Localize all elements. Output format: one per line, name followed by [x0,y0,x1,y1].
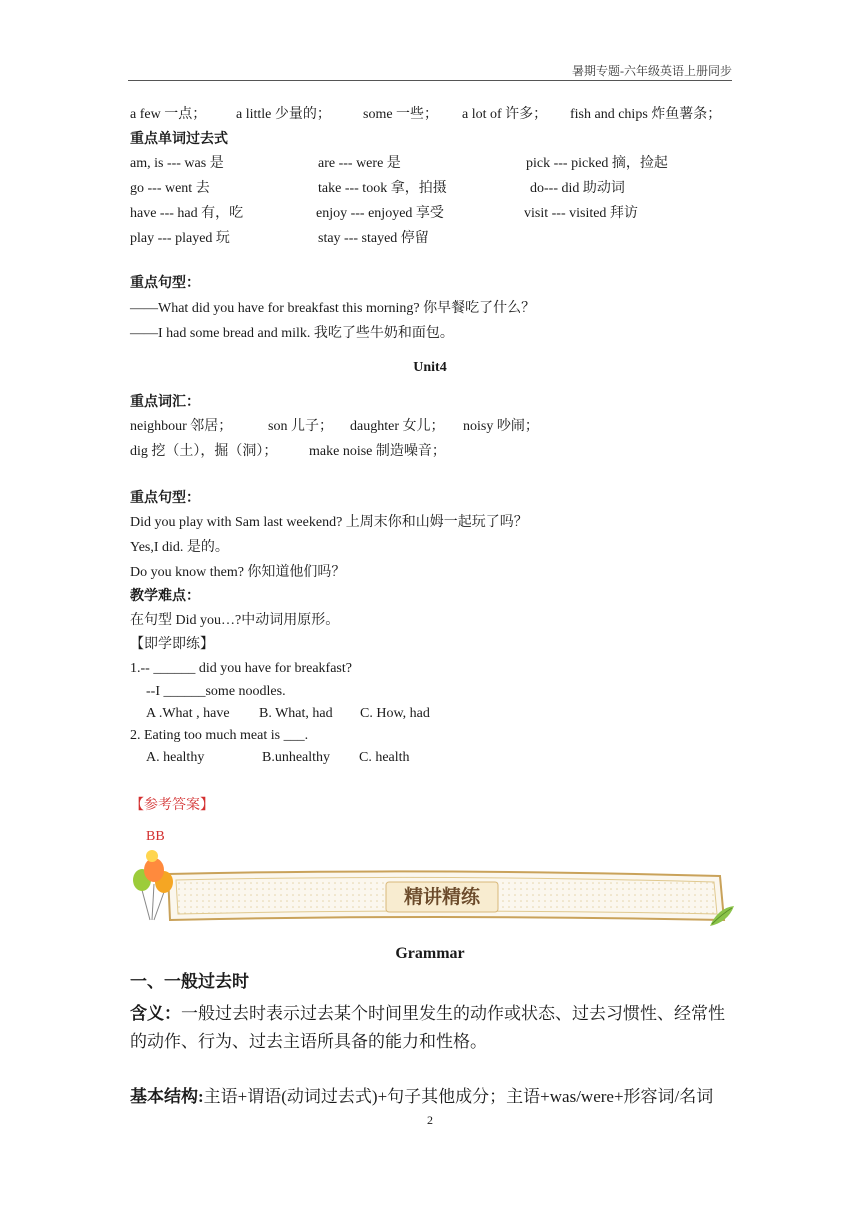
past-tense-cell: enjoy --- enjoyed 享受 [316,206,444,221]
past-tense-cell: take --- took 拿，拍摄 [318,181,447,196]
question-text: 2. Eating too much meat is ___. [130,728,309,743]
past-tense-cell: have --- had 有，吃 [130,206,244,221]
question-option: C. health [359,750,410,765]
question-option: A .What , have [146,706,230,721]
answer-heading: 【参考答案】 [130,798,214,813]
vocab-item: son 儿子； [268,419,333,434]
sentence-heading: 重点句型： [130,491,200,506]
page-number: 2 [427,1113,433,1127]
meaning-paragraph [130,1000,732,1056]
sentence-line: Do you know them? 你知道他们吗？ [130,565,346,580]
sentence-line: ——What did you have for breakfast this morning? 你早餐吃了什么？ [130,301,536,316]
structure-label: 基本结构: [130,1087,204,1106]
structure-text: 主语+谓语(动词过去式)+句子其他成分；主语+was/were+形容词/名词 [203,1087,714,1106]
vocab-item: daughter 女儿； [350,419,445,434]
vocab-item: make noise 制造噪音； [309,444,446,459]
sentence-line: ——I had some bread and milk. 我吃了些牛奶和面包。 [130,326,454,341]
section-banner [128,850,738,930]
question-option: C. How, had [360,706,430,721]
vocab-item: noisy 吵闹； [463,419,539,434]
header-text: 暑期专题-六年级英语上册同步 [572,64,732,78]
past-tense-cell: are --- were 是 [318,156,401,171]
vocab-item: neighbour 邻居； [130,419,233,434]
vocab-item: a little 少量的； [236,107,331,122]
practice-heading: 【即学即练】 [130,637,214,652]
question-option: A. healthy [146,750,205,765]
difficulty-heading: 教学难点： [130,589,200,604]
structure-paragraph [130,1085,713,1109]
banner-title: 精讲精练 [403,886,480,908]
vocab-item: a few 一点； [130,107,207,122]
balloon-icon [133,850,173,920]
sentence-line: Did you play with Sam last weekend? 上周末你和山姆一起玩了吗？ [130,515,528,530]
past-tense-cell: visit --- visited 拜访 [524,206,638,221]
question-text: --I ______some noodles. [146,684,286,699]
vocab-item: dig 挖（土），掘（洞）； [130,444,278,459]
past-tense-cell: pick --- picked 摘，捡起 [526,156,668,171]
question-option: B. What, had [259,706,333,721]
grammar-title: Grammar [395,945,465,962]
header-rule [128,80,732,81]
vocab-item: fish and chips 炸鱼薯条； [570,107,722,122]
past-tense-cell: go --- went 去 [130,181,210,196]
question-text: 1.-- ______ did you have for breakfast? [130,661,352,676]
meaning-label: 含义： [130,1004,181,1023]
sentence-heading: 重点句型： [130,276,200,291]
unit-title: Unit4 [413,360,447,375]
past-tense-cell: do--- did 助动词 [530,181,625,196]
answer-text: BB [146,829,165,844]
section-heading: 一、一般过去时 [130,972,249,991]
question-option: B.unhealthy [262,750,331,765]
difficulty-text: 在句型 Did you…?中动词用原形。 [130,613,340,628]
past-tense-cell: play --- played 玩 [130,231,230,246]
vocab-item: some 一些； [363,107,439,122]
sentence-line: Yes,I did. 是的。 [130,540,229,555]
past-tense-cell: stay --- stayed 停留 [318,231,429,246]
vocab-heading: 重点词汇： [130,395,200,410]
past-tense-cell: am, is --- was 是 [130,156,224,171]
meaning-text: 一般过去时表示过去某个时间里发生的动作或状态、过去习惯性、经常性的动作、行为、过去主语所具备的能力和性格。 [130,1004,725,1051]
vocab-item: a lot of 许多； [462,107,548,122]
past-tense-heading: 重点单词过去式 [130,132,228,147]
